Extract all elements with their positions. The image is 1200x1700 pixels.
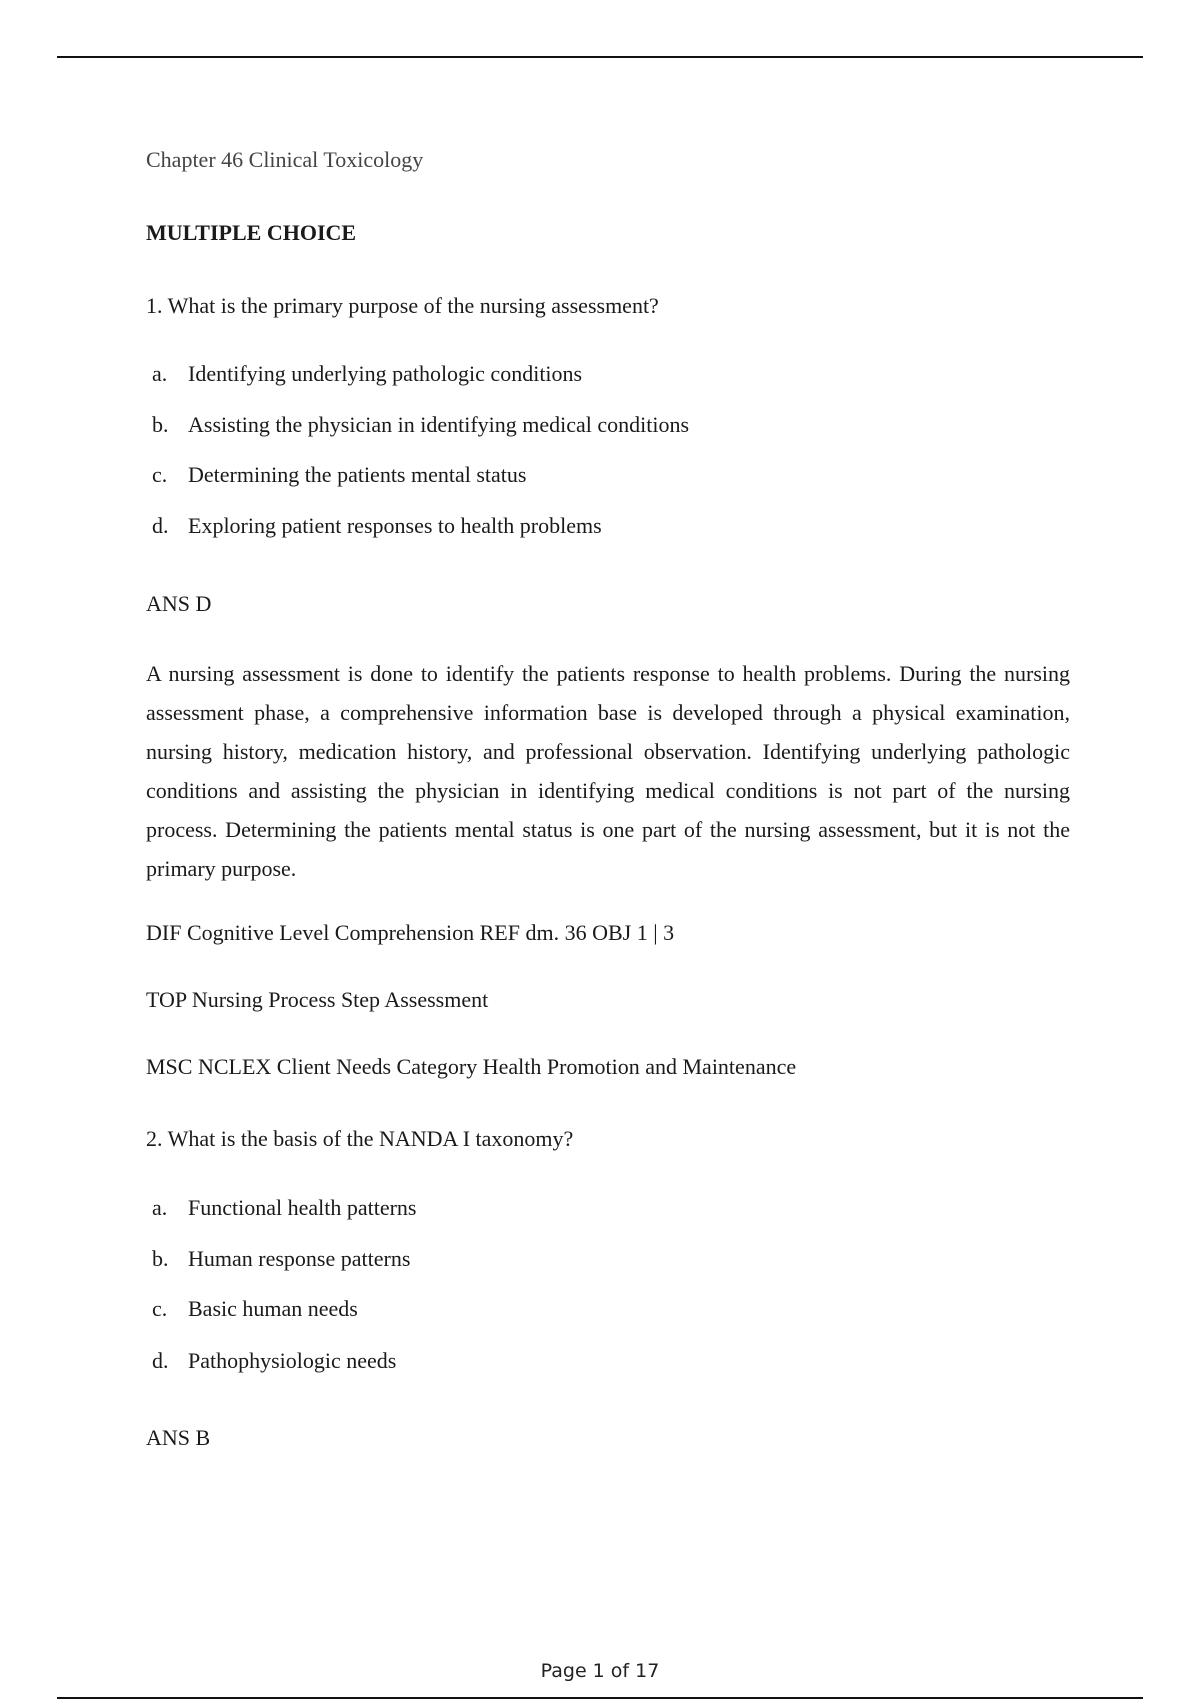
bottom-rule xyxy=(57,1697,1143,1699)
question-1-option-c xyxy=(152,460,526,490)
question-1-option-b xyxy=(152,410,689,440)
option-text: Determining the patients mental status xyxy=(188,462,527,487)
question-2-option-a xyxy=(152,1193,417,1223)
option-text: Functional health patterns xyxy=(188,1195,417,1220)
question-1-msc: MSC NCLEX Client Needs Category Health Promotion and Maintenance xyxy=(146,1054,797,1079)
question-1-dif: DIF Cognitive Level Comprehension REF dm. 36 OBJ 1 | 3 xyxy=(146,920,675,945)
option-text: Pathophysiologic needs xyxy=(188,1348,397,1373)
option-text: Identifying underlying pathologic conditions xyxy=(188,361,583,386)
option-letter: d. xyxy=(152,1348,169,1373)
question-2-option-b xyxy=(152,1244,410,1274)
section-heading: MULTIPLE CHOICE xyxy=(146,220,357,245)
option-letter: a. xyxy=(152,361,168,386)
option-letter: b. xyxy=(152,1246,169,1271)
question-2-option-c xyxy=(152,1294,358,1324)
option-letter: b. xyxy=(152,412,169,437)
page-number: Page 1 of 17 xyxy=(540,1660,660,1682)
question-2-text: 2. What is the basis of the NANDA I taxonomy? xyxy=(146,1126,574,1151)
option-text: Exploring patient responses to health problems xyxy=(188,513,602,538)
question-1-answer: ANS D xyxy=(146,591,212,616)
option-text: Assisting the physician in identifying medical conditions xyxy=(188,412,690,437)
question-1-rationale: A nursing assessment is done to identify the patients response to health problems. During the nursing assessment phase, a comprehensive information base is developed through a physical examination, nursing history, medication history, and professional observation. Identifying underlying pathologic conditions and assisting the physician in identifying medical conditions is not part of the nursing process. Determining the patients mental status is one part of the nursing assessment, but it is not the primary purpose. xyxy=(146,661,1070,881)
option-text: Human response patterns xyxy=(188,1246,411,1271)
option-letter: d. xyxy=(152,513,169,538)
option-letter: c. xyxy=(152,1296,168,1321)
question-2-option-d xyxy=(152,1346,396,1376)
option-text: Basic human needs xyxy=(188,1296,358,1321)
question-1-topic: TOP Nursing Process Step Assessment xyxy=(146,987,489,1012)
question-1-option-a xyxy=(152,359,582,389)
option-letter: c. xyxy=(152,462,168,487)
top-rule xyxy=(57,56,1143,58)
question-1-text: 1. What is the primary purpose of the nursing assessment? xyxy=(146,293,659,318)
chapter-title: Chapter 46 Clinical Toxicology xyxy=(146,147,424,172)
question-1-option-d xyxy=(152,511,602,541)
question-2-answer: ANS B xyxy=(146,1425,211,1450)
option-letter: a. xyxy=(152,1195,168,1220)
